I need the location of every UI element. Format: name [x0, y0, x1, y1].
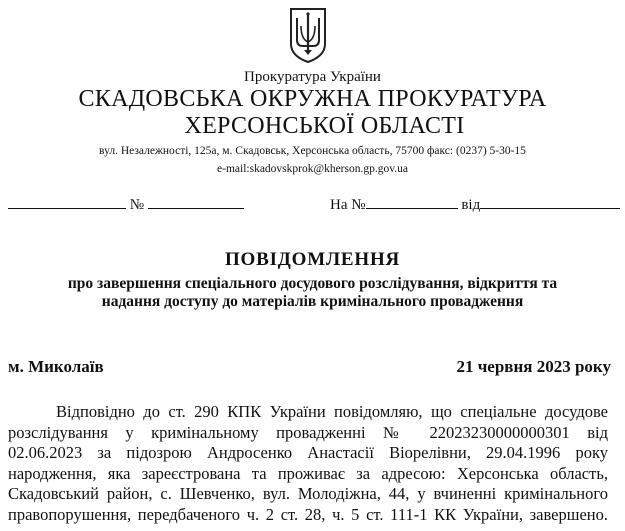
org-name-line2: ХЕРСОНСЬКОЇ ОБЛАСТІ [184, 113, 465, 139]
body-line: розслідування у кримінальному провадженні № 22023230000000301 від [8, 422, 608, 442]
document-body [8, 402, 608, 525]
org-address: вул. Незалежності, 125а, м. Скадовськ, Херсонська область, 75700 факс: (0237) 5-30-15 [99, 145, 526, 157]
document-subtitle-line1: про завершення спеціального досудового розслідування, відкриття та [67, 275, 558, 292]
reply-number-blank [366, 196, 458, 209]
body-line: народження, яка зареєстрована та проживає за адресою: Херсонська область, [8, 463, 608, 483]
org-email: e-mail:skadovskprok@kherson.gp.gov.ua [217, 163, 408, 175]
body-line: 02.06.2023 за підозрою Андросенко Анастасії Віорелівни, 29.04.1996 року [8, 443, 608, 462]
outgoing-number-blank [148, 196, 244, 209]
number-label: № [129, 197, 145, 213]
reply-date-blank [480, 196, 620, 209]
from-label: від [461, 197, 481, 213]
incoming-registration [330, 196, 620, 214]
outgoing-date-blank [8, 196, 126, 209]
document-date: 21 червня 2023 року [456, 357, 611, 376]
reply-label: На № [330, 197, 366, 213]
document-title: ПОВІДОМЛЕННЯ [224, 249, 401, 270]
body-line: Відповідно до ст. 290 КПК України повідомляю, що спеціальне досудове [56, 402, 608, 421]
document-subtitle-line2: надання доступу до матеріалів кримінального провадження [101, 293, 524, 310]
document-city: м. Миколаїв [8, 357, 104, 376]
body-line: Скадовський район, с. Шевченко, вул. Молодіжна, 44, у вчиненні кримінального [8, 484, 608, 503]
org-name-line1: СКАДОВСЬКА ОКРУЖНА ПРОКУРАТУРА [78, 86, 547, 112]
trident-coat-of-arms-icon [288, 6, 328, 64]
outgoing-registration [8, 196, 244, 214]
body-line: правопорушення, передбаченого ч. 2 ст. 28, ч. 5 ст. 111-1 КК України, завершено. [8, 504, 608, 524]
org-parent: Прокуратура України [244, 69, 381, 85]
